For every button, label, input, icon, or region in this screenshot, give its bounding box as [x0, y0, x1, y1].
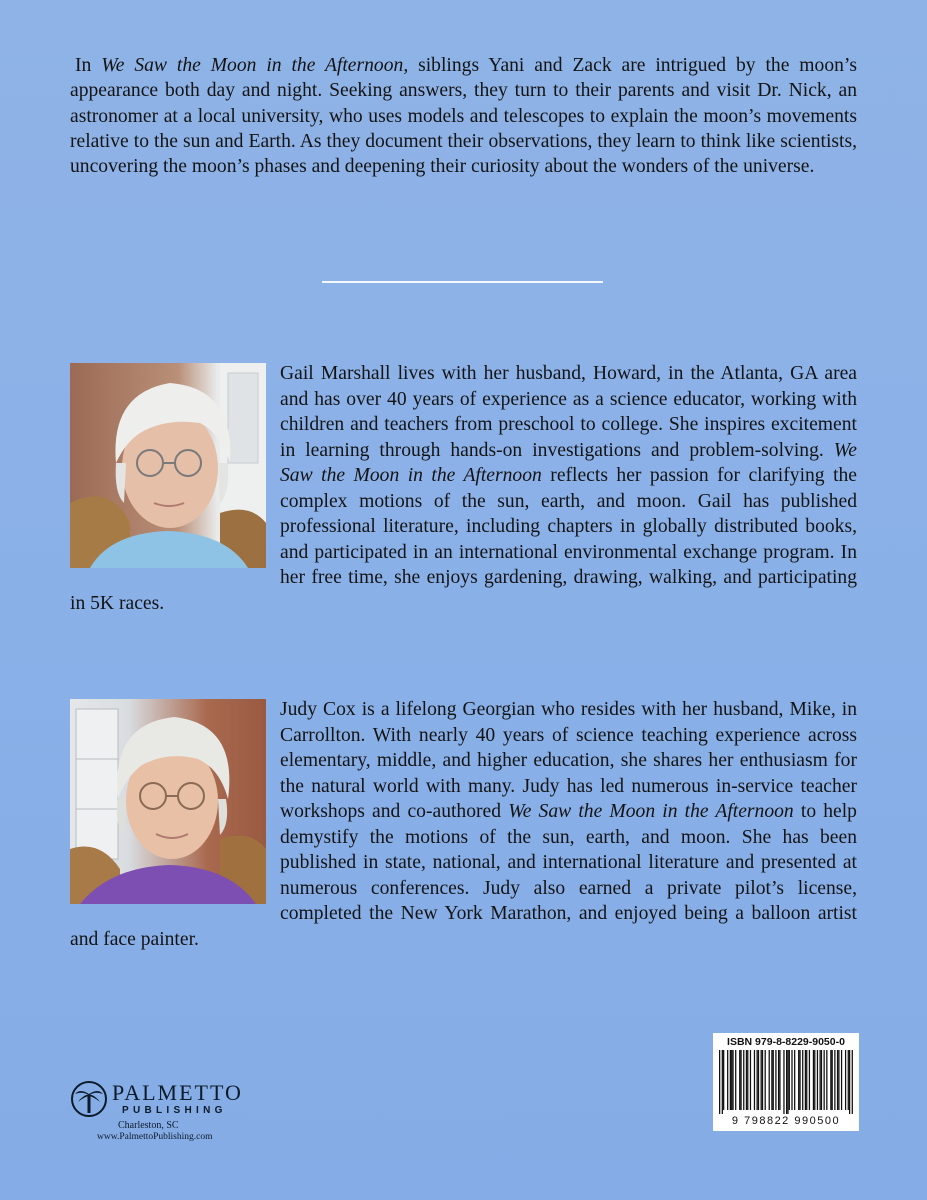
author-bio-gail	[70, 361, 857, 616]
barcode-bar	[778, 1050, 779, 1110]
barcode-bar	[826, 1050, 827, 1110]
barcode-bar	[722, 1050, 723, 1114]
barcode-bar	[798, 1050, 799, 1110]
barcode-bar	[731, 1050, 732, 1110]
barcode-bar	[746, 1050, 747, 1110]
author-photo-judy	[70, 699, 266, 904]
blurb-body: siblings Yani and Zack are intrigued by the moon’s appearance both day and night. Seeking answers, they turn to their parents and visit Dr. Nick, an astronomer at a local university, who uses models and telescopes to explain the moon’s movements relative to the sun and Earth. As they document their observations, they learn to think like scientists, uncovering the moon’s phases and deepening their curiosity about the wonders of the universe.	[70, 55, 857, 178]
barcode-bar	[820, 1050, 821, 1110]
publisher-url: www.PalmettoPublishing.com	[97, 1132, 213, 1142]
publisher-city: Charleston, SC	[118, 1120, 179, 1131]
barcode-bar	[779, 1050, 780, 1110]
barcode-bar	[747, 1050, 748, 1110]
bio-book-title: We Saw the Moon in the Afternoon	[280, 439, 857, 486]
bio-text-a: Judy Cox is a lifelong Georgian who resides with her husband, Mike, in Carrollton. With nearly 40 years of science teaching experience across elementary, middle, and higher education, she shares her enthusiasm for the natural world with many. Judy has led numerous in-service teacher workshops and co-authored	[280, 699, 857, 822]
barcode-bar	[799, 1050, 800, 1110]
barcode-bar	[805, 1050, 806, 1110]
barcode-bar	[838, 1050, 839, 1110]
barcode-bar	[848, 1050, 849, 1110]
barcode-bar	[849, 1050, 850, 1114]
barcode-bar	[841, 1050, 842, 1110]
barcode-bar	[832, 1050, 833, 1110]
barcode-bar	[761, 1050, 762, 1110]
barcode-bar	[845, 1050, 846, 1110]
barcode-bar	[754, 1050, 755, 1110]
barcode-bar	[723, 1050, 724, 1110]
barcode-bar	[814, 1050, 815, 1110]
barcode-bar	[743, 1050, 744, 1110]
barcode-bar	[802, 1050, 803, 1110]
barcode-bar	[769, 1050, 770, 1110]
barcode-bar	[837, 1050, 838, 1110]
barcode-bar	[787, 1050, 788, 1114]
barcode-bar	[732, 1050, 733, 1110]
barcode-bar	[773, 1050, 774, 1110]
author-photo-gail	[70, 363, 266, 568]
barcode-bar	[791, 1050, 792, 1110]
barcode-bar	[813, 1050, 814, 1110]
palmetto-tree-icon	[70, 1080, 108, 1118]
publisher-logo	[70, 1078, 270, 1148]
barcode-bar	[806, 1050, 807, 1110]
barcode-bar	[765, 1050, 766, 1110]
barcode-bar	[786, 1050, 787, 1114]
isbn-barcode	[713, 1033, 859, 1131]
barcode-bar	[757, 1050, 758, 1110]
barcode-bar	[834, 1050, 835, 1110]
isbn-label: ISBN 979-8-8229-9050-0	[727, 1036, 845, 1048]
barcode-bar	[730, 1050, 731, 1110]
barcode-bar	[762, 1050, 763, 1110]
barcode-bar	[739, 1050, 740, 1110]
barcode-bars	[719, 1050, 853, 1114]
bio-text-b: reflects her passion for clarifying the complex motions of the sun, earth, and moon. Gail has published professional literature, including chapters in globally distributed books, and participated in an international environmental exchange program. In her free time, she enjoys gardening, drawing, walking, and participating in 5K races.	[70, 465, 858, 614]
book-blurb	[70, 53, 857, 179]
barcode-bar	[727, 1050, 728, 1110]
author-bio-judy	[70, 697, 857, 952]
barcode-bar	[824, 1050, 825, 1110]
barcode-bar	[758, 1050, 759, 1110]
bio-book-title: We Saw the Moon in the Afternoon	[508, 801, 794, 822]
publisher-subtitle: PUBLISHING	[122, 1105, 227, 1116]
barcode-bar	[771, 1050, 772, 1110]
barcode-bar	[830, 1050, 831, 1110]
blurb-book-title: We Saw the Moon in the Afternoon,	[101, 55, 409, 76]
publisher-name: PALMETTO	[112, 1080, 243, 1105]
barcode-bar	[821, 1050, 822, 1110]
barcode-bar	[794, 1050, 795, 1110]
barcode-bar	[719, 1050, 720, 1114]
barcode-bar	[809, 1050, 810, 1110]
bio-text-a: Gail Marshall lives with her husband, Howard, in the Atlanta, GA area and has over 40 years of experience as a science educator, working with children and teachers from preschool to college. She inspires excitement in learning through hands-on investigations and problem-solving.	[280, 363, 857, 461]
blurb-prefix: In	[75, 55, 102, 76]
bio-text-b: to help demystify the motions of the sun, earth, and moon. She has been published in state, national, and international literature and presented at numerous conferences. Judy also earned a private pilot’s license, completed the New York Marathon, and enjoyed being a balloon artist and face painter.	[70, 801, 857, 950]
barcode-bar	[735, 1050, 736, 1110]
barcode-bar	[852, 1050, 853, 1114]
barcode-digits: 9 798822 990500	[731, 1115, 841, 1127]
barcode-bar	[789, 1050, 790, 1110]
barcode-bar	[775, 1050, 776, 1110]
barcode-bar	[740, 1050, 741, 1110]
barcode-bar	[750, 1050, 751, 1110]
divider-line	[322, 281, 603, 283]
barcode-bar	[783, 1050, 784, 1114]
barcode-bar	[817, 1050, 818, 1110]
